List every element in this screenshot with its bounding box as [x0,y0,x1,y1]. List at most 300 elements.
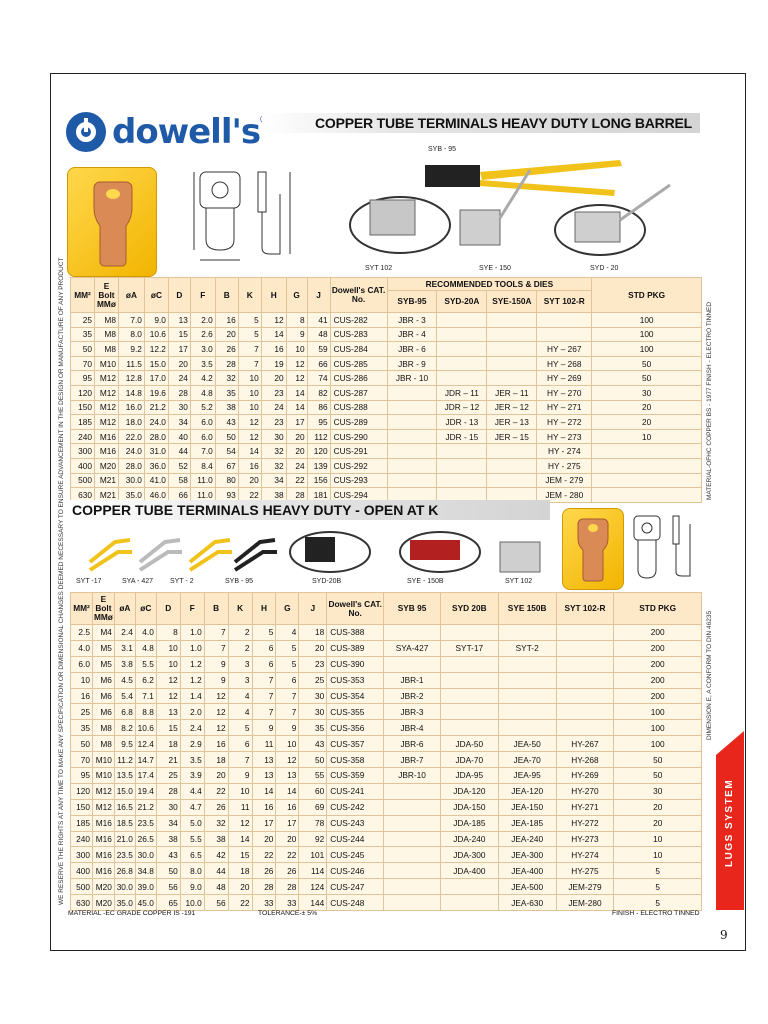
table-cell: 30 [592,385,702,400]
table-cell: 22 [286,473,307,488]
table-cell: JBR-10 [384,768,441,784]
table-cell: 21.2 [144,400,168,415]
col2-syd: SYD 20B [440,593,498,625]
table-cell: M16 [92,815,114,831]
table-cell: 24 [168,371,190,386]
table-cell: 18.0 [118,415,144,430]
table-cell [487,371,537,386]
table-cell: 6 [252,656,276,672]
table-cell: JDA-70 [440,752,498,768]
table-cell: 10 [614,831,702,847]
table-cell [487,342,537,357]
table-cell: 16 [204,736,228,752]
table-cell: HY – 272 [537,415,592,430]
table-row [71,415,702,430]
table-cell: 6.0 [190,429,215,444]
table-cell: 26 [215,342,238,357]
table-cell: 95 [71,768,93,784]
table-cell: 120 [71,385,95,400]
table-cell: CUS-390 [327,656,384,672]
table-cell: 7 [228,752,252,768]
side-material-note: MATERIAL-OFHC COPPER BS - 1977 FINISH - ELECTRO TINNED [706,301,713,500]
table-cell: 3 [228,672,252,688]
table-cell: 28.0 [118,458,144,473]
table-cell: 12 [286,356,307,371]
col-syt: SYT 102-R [537,291,592,313]
table-cell: 3.5 [180,752,204,768]
table-row [71,444,702,459]
table-cell: JDA-120 [440,783,498,799]
table-cell: 14 [228,831,252,847]
table-open-at-k [70,592,702,911]
table-cell: 35.0 [118,488,144,503]
table-cell: 400 [71,458,95,473]
tool-caption-syt17: SYT -17 [76,578,102,585]
table-long-barrel [70,277,702,503]
table-cell: CUS-287 [330,385,387,400]
table-cell: 42 [204,847,228,863]
table-cell: 23.5 [114,847,135,863]
table-cell: 4.8 [135,640,156,656]
table-cell: 12 [204,704,228,720]
table-cell: 28.0 [144,429,168,444]
table-cell [498,704,556,720]
table-cell: CUS-242 [327,799,384,815]
table-cell: 5.4 [114,688,135,704]
table-cell: JER – 12 [487,400,537,415]
table-cell: 60 [299,783,327,799]
table-cell: 34.8 [135,863,156,879]
table-row [71,327,702,342]
table-cell [498,720,556,736]
table-cell: 7 [252,672,276,688]
table-cell: 22 [276,847,299,863]
table-cell: JDA-400 [440,863,498,879]
table-cell: JDA-240 [440,831,498,847]
table-cell [592,458,702,473]
table-cell: 59 [307,342,330,357]
table-cell: 12 [228,815,252,831]
table-cell: 2 [228,640,252,656]
table-cell: 25 [299,672,327,688]
table-cell: 20 [614,815,702,831]
table-cell: 66 [168,488,190,503]
table-row [71,473,702,488]
table-cell: 50 [592,356,702,371]
footer-tolerance: TOLERANCE-± 5% [258,910,318,917]
table-cell: 7 [276,704,299,720]
table-cell: 54 [215,444,238,459]
table-cell: 20 [286,429,307,444]
table-cell: 400 [71,863,93,879]
table-cell: M21 [94,488,118,503]
table-cell: 55 [299,768,327,784]
table-cell: 30 [156,799,180,815]
table-cell: JDR - 13 [437,415,487,430]
table-cell: JDA-95 [440,768,498,784]
lugs-system-tab [716,755,744,910]
col-c: øC [144,278,168,313]
table-cell: CUS-356 [327,720,384,736]
table-cell: 14 [261,327,286,342]
table-cell: 23 [261,415,286,430]
table-cell: 11.0 [190,473,215,488]
table-cell: 46.0 [144,488,168,503]
table-cell: 11 [252,736,276,752]
col-tools: RECOMMENDED TOOLS & DIES [387,278,592,291]
table-cell: HY-270 [556,783,614,799]
table-cell [437,327,487,342]
table-cell: 7 [252,688,276,704]
table-cell: 16 [71,688,93,704]
table-cell: CUS-293 [330,473,387,488]
tool-caption-syd20b: SYD-20B [312,578,342,585]
table-cell: 20 [276,831,299,847]
table-cell: 67 [215,458,238,473]
table-cell: CUS-291 [330,444,387,459]
table-cell [384,656,441,672]
table-cell: 50 [215,429,238,444]
table-cell: 20 [592,415,702,430]
col-g: G [286,278,307,313]
table-cell: JEA-95 [498,768,556,784]
table-cell: 12 [156,688,180,704]
table-cell: M6 [92,688,114,704]
table-cell: 2.4 [114,625,135,641]
table-cell [387,473,437,488]
table-cell: 31.0 [144,444,168,459]
col-cat: Dowell's CAT. No. [330,278,387,313]
table-cell [592,488,702,503]
table-cell [384,863,441,879]
col2-d: D [156,593,180,625]
table-cell: 95 [71,371,95,386]
table-cell: 139 [307,458,330,473]
table-cell: 3.0 [190,342,215,357]
col-mm: MM² [71,278,95,313]
page-number: 9 [720,928,728,942]
table-cell: 17 [276,815,299,831]
table-cell: 12 [286,371,307,386]
table-cell [440,704,498,720]
table-cell: 100 [614,720,702,736]
table-cell: 4.7 [180,799,204,815]
table-cell [440,672,498,688]
table-cell: JEA-240 [498,831,556,847]
table-cell: 5 [614,879,702,895]
table-cell [440,879,498,895]
table-cell: HY-272 [556,815,614,831]
table-cell: 38 [156,831,180,847]
table-cell: JEA-630 [498,895,556,911]
table-cell: M20 [94,458,118,473]
table-cell: M20 [92,879,114,895]
table-cell: JDR – 11 [437,385,487,400]
table-cell: 181 [307,488,330,503]
table-cell: 3.8 [114,656,135,672]
table-cell: 35.0 [114,895,135,911]
table-cell: 100 [592,327,702,342]
table-cell: 630 [71,895,93,911]
table-cell: CUS-358 [327,752,384,768]
table-cell: 28 [215,356,238,371]
table-cell: M16 [92,863,114,879]
col-j: J [307,278,330,313]
table-cell: 6.0 [71,656,93,672]
table-cell [384,847,441,863]
table-cell: 24 [261,400,286,415]
table-cell [437,342,487,357]
table-cell: 2.9 [180,736,204,752]
table-cell: 124 [299,879,327,895]
table-cell [437,356,487,371]
table-cell: 10.6 [135,720,156,736]
table-cell: 50 [614,752,702,768]
table-cell: 26 [252,863,276,879]
table-cell [440,720,498,736]
table-cell: 19.4 [135,783,156,799]
table-cell: JBR - 4 [387,327,437,342]
col2-c: øC [135,593,156,625]
col2-j: J [299,593,327,625]
table-cell: JBR-3 [384,704,441,720]
table-cell: 4 [228,704,252,720]
tools-illustration-2 [70,522,550,582]
table-cell: 4.0 [135,625,156,641]
table-cell: 25 [156,768,180,784]
table-cell: 43 [299,736,327,752]
side-disclaimer: WE RESERVE THE RIGHTS AT ANY TIME TO MAKE ANY SPECIFICATION OR DIMENSIONAL CHANGES DEEMED NECESSARY TO ENSURE ADVANCEMENT IN THE DESIGN OR MANUFACTURE OF ANY PRODUCT [58,257,65,905]
table-cell: 13 [168,313,190,328]
table-cell: 10 [156,640,180,656]
table-cell: HY – 269 [537,371,592,386]
table-cell: HY-269 [556,768,614,784]
table-cell: 240 [71,831,93,847]
table-cell: 7 [204,640,228,656]
table-cell [487,444,537,459]
footer-material: MATERIAL -EC GRADE COPPER IS -191 [68,910,196,917]
table-cell: 36.0 [144,458,168,473]
table-cell: 32 [204,815,228,831]
table-cell [387,415,437,430]
table-cell: 44 [204,863,228,879]
table-cell: 6.0 [190,415,215,430]
table-cell: 33 [252,895,276,911]
table-cell: 22 [252,847,276,863]
col-a: øA [118,278,144,313]
table-cell: 10.0 [180,895,204,911]
table-cell: 22 [228,895,252,911]
table-cell: 13 [276,768,299,784]
table-cell: 101 [299,847,327,863]
col2-sye: SYE 150B [498,593,556,625]
table-cell: 14.8 [118,385,144,400]
table-cell: 93 [215,488,238,503]
table-cell: HY - 274 [537,444,592,459]
table-cell: 20 [299,640,327,656]
table-cell: 12 [261,313,286,328]
table-cell: 1.0 [180,625,204,641]
table-cell: JDR – 12 [437,400,487,415]
table-cell: M20 [92,895,114,911]
table-cell: CUS-247 [327,879,384,895]
table-cell: 32 [261,444,286,459]
table-cell: 38 [204,831,228,847]
table-cell: CUS-290 [330,429,387,444]
table-cell: 17.0 [144,371,168,386]
table-row [71,815,702,831]
table-cell: 18 [228,863,252,879]
table-cell [437,371,487,386]
table-cell: 24 [286,458,307,473]
table-cell: 20 [286,444,307,459]
table-cell: 112 [307,429,330,444]
table-cell [537,313,592,328]
table-cell [498,688,556,704]
table-cell: M10 [92,752,114,768]
col2-b: B [204,593,228,625]
table-cell: 2 [228,625,252,641]
table-cell: 8.8 [135,704,156,720]
table-cell: 15 [168,327,190,342]
table-cell: 21.0 [114,831,135,847]
table-cell: 35 [71,720,93,736]
table-cell [384,895,441,911]
table-cell: HY – 268 [537,356,592,371]
table-cell: 4.8 [190,385,215,400]
table-cell [387,400,437,415]
table-cell: 16 [238,458,261,473]
section1-title: COPPER TUBE TERMINALS HEAVY DUTY LONG BARREL [262,113,700,133]
tool-caption-syt102-2: SYT 102 [505,578,533,585]
table-cell: 630 [71,488,95,503]
col2-f: F [180,593,204,625]
table-cell: 5 [228,720,252,736]
table-cell: 12 [156,672,180,688]
table-cell: JEM - 280 [537,488,592,503]
table-cell: 50 [614,768,702,784]
table-cell: HY – 273 [537,429,592,444]
table-cell: 17.4 [135,768,156,784]
table-cell: 185 [71,815,93,831]
table-cell: 52 [168,458,190,473]
table-cell: CUS-241 [327,783,384,799]
table-cell: CUS-246 [327,863,384,879]
table-cell: 150 [71,799,93,815]
table-row [71,400,702,415]
table-cell: 15 [156,720,180,736]
table-row [71,720,702,736]
col-f: F [190,278,215,313]
table-cell: 17 [168,342,190,357]
table-cell: 11.0 [190,488,215,503]
table-row [71,863,702,879]
table-cell [384,799,441,815]
table-cell: M12 [94,400,118,415]
table-cell: 50 [71,736,93,752]
table-cell: 69 [299,799,327,815]
col2-cat: Dowell's CAT. No. [327,593,384,625]
table-cell: 5.5 [135,656,156,672]
table-cell: 10 [238,371,261,386]
table-cell: JBR - 3 [387,313,437,328]
col2-mm: MM² [71,593,93,625]
table-cell: 5 [252,625,276,641]
table-cell: 45.0 [135,895,156,911]
table-cell: M16 [92,847,114,863]
table-cell: 23 [299,656,327,672]
table-cell: 19 [261,356,286,371]
col-b: B [215,278,238,313]
table-cell: 41.0 [144,473,168,488]
table-cell: HY-268 [556,752,614,768]
table-cell: M12 [92,799,114,815]
table-cell: 50 [592,371,702,386]
table-cell: 11.5 [118,356,144,371]
table-cell: 100 [592,313,702,328]
table-cell: JBR-4 [384,720,441,736]
table-cell: 13 [252,752,276,768]
table-cell: 21 [156,752,180,768]
table-cell: 14 [276,783,299,799]
table-cell [498,656,556,672]
table-cell [556,704,614,720]
table-cell: 5 [276,656,299,672]
table-cell: JDA-150 [440,799,498,815]
table-cell: 5.0 [180,815,204,831]
table-cell: JER – 11 [487,385,537,400]
table-cell: 18 [156,736,180,752]
col2-std: STD PKG [614,593,702,625]
table-cell: 10 [238,385,261,400]
table-cell: CUS-292 [330,458,387,473]
table-cell: JBR-1 [384,672,441,688]
table-row [71,356,702,371]
table-cell: JEA-400 [498,863,556,879]
table-row [71,313,702,328]
table-cell: 4 [276,625,299,641]
table-cell [487,327,537,342]
table-cell: 14 [238,444,261,459]
table-cell: 7 [238,342,261,357]
table-cell: JDR - 15 [437,429,487,444]
table-row [71,342,702,357]
table-cell: 14 [252,783,276,799]
table-cell: 18 [299,625,327,641]
table-cell: 40 [168,429,190,444]
table-cell: 58 [168,473,190,488]
table-cell: HY – 270 [537,385,592,400]
table-cell: JEA-300 [498,847,556,863]
table-cell: 4.0 [71,640,93,656]
table-row [71,672,702,688]
table-cell [498,672,556,688]
table-cell: 5 [614,895,702,911]
table-cell: 56 [156,879,180,895]
table-cell: JBR-2 [384,688,441,704]
table-cell: JER – 15 [487,429,537,444]
table-cell: 8.4 [190,458,215,473]
table-cell: M8 [94,313,118,328]
tools-illustration-1 [340,150,700,265]
table-cell: SYT-17 [440,640,498,656]
table-cell: 25 [71,313,95,328]
table-cell: 156 [307,473,330,488]
table-cell: 2.5 [71,625,93,641]
table-cell: 23 [261,385,286,400]
table-cell: HY-275 [556,863,614,879]
table-cell: 30 [168,400,190,415]
